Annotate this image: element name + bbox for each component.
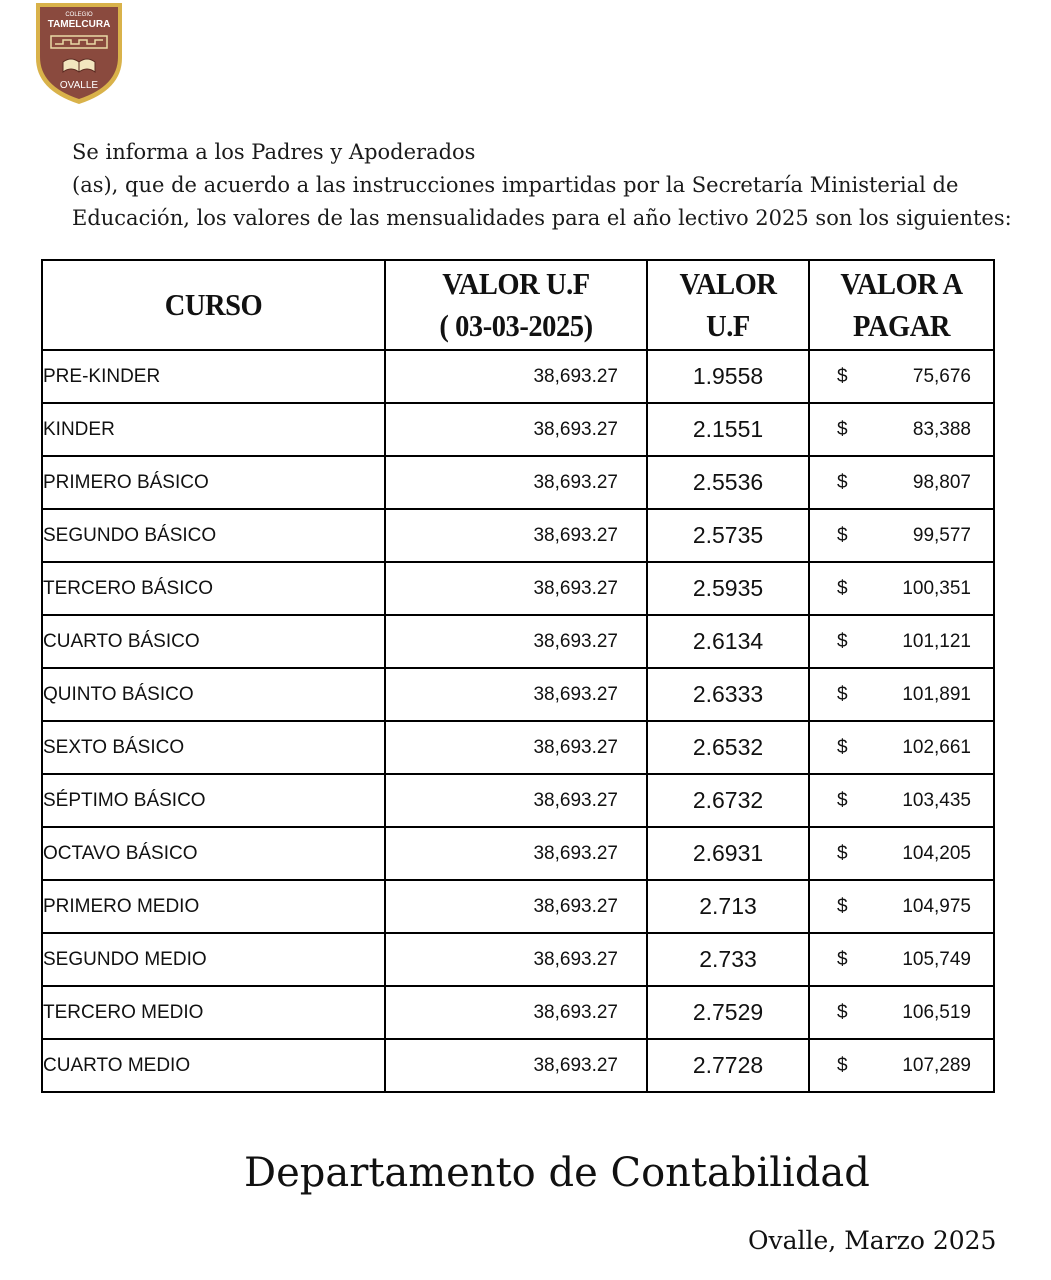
table-row [42, 880, 994, 933]
amount-value: 99,577 [912, 524, 971, 546]
amount-value: 106,519 [902, 1001, 971, 1023]
place-date: Ovalle, Marzo 2025 [748, 1226, 997, 1255]
cell-uf: 2.713 [647, 880, 809, 933]
logo-prefix: COLEGIO [65, 12, 93, 18]
cell-curso: TERCERO MEDIO [42, 986, 385, 1039]
table-row [42, 668, 994, 721]
cell-curso: SEGUNDO MEDIO [42, 933, 385, 986]
cell-uf-value: 38,693.27 [385, 1039, 647, 1092]
currency-symbol: $ [837, 948, 848, 970]
cell-curso: PRIMERO BÁSICO [42, 456, 385, 509]
table-row [42, 350, 994, 403]
amount-value: 100,351 [902, 577, 971, 599]
table-row [42, 986, 994, 1039]
table-row [42, 615, 994, 668]
cell-uf: 2.5735 [647, 509, 809, 562]
cell-amount [809, 933, 994, 986]
table-row [42, 562, 994, 615]
cell-amount [809, 562, 994, 615]
school-logo [33, 0, 125, 106]
cell-amount [809, 350, 994, 403]
cell-curso: SEXTO BÁSICO [42, 721, 385, 774]
cell-uf-value: 38,693.27 [385, 880, 647, 933]
header-uf: VALOR U.F [653, 260, 802, 350]
table-row [42, 1039, 994, 1092]
cell-curso: OCTAVO BÁSICO [42, 827, 385, 880]
currency-symbol: $ [837, 1001, 848, 1023]
currency-symbol: $ [837, 630, 848, 652]
amount-value: 101,891 [902, 683, 971, 705]
amount-value: 98,807 [912, 471, 971, 493]
cell-curso: PRE-KINDER [42, 350, 385, 403]
intro-line-1: Se informa a los Padres y Apoderados [72, 140, 476, 164]
cell-amount [809, 403, 994, 456]
cell-uf-value: 38,693.27 [385, 350, 647, 403]
cell-curso: QUINTO BÁSICO [42, 668, 385, 721]
table-row [42, 827, 994, 880]
currency-symbol: $ [837, 895, 848, 917]
cell-curso: TERCERO BÁSICO [42, 562, 385, 615]
currency-symbol: $ [837, 842, 848, 864]
cell-uf: 2.7728 [647, 1039, 809, 1092]
table-header-row [42, 260, 994, 350]
amount-value: 107,289 [902, 1054, 971, 1076]
cell-uf-value: 38,693.27 [385, 509, 647, 562]
logo-city: OVALLE [59, 80, 99, 91]
cell-uf-value: 38,693.27 [385, 827, 647, 880]
cell-uf: 2.6732 [647, 774, 809, 827]
cell-amount [809, 509, 994, 562]
cell-uf-value: 38,693.27 [385, 933, 647, 986]
cell-curso: KINDER [42, 403, 385, 456]
cell-uf: 2.6333 [647, 668, 809, 721]
fees-table [41, 259, 995, 1093]
cell-uf: 2.1551 [647, 403, 809, 456]
amount-value: 104,975 [902, 895, 971, 917]
cell-amount [809, 668, 994, 721]
cell-amount [809, 827, 994, 880]
cell-curso: SEGUNDO BÁSICO [42, 509, 385, 562]
table-row [42, 774, 994, 827]
cell-uf-value: 38,693.27 [385, 562, 647, 615]
table-row [42, 456, 994, 509]
cell-amount [809, 774, 994, 827]
currency-symbol: $ [837, 365, 848, 387]
cell-uf-value: 38,693.27 [385, 403, 647, 456]
intro-line-2: (as), que de acuerdo a las instrucciones impartidas por la Secretaría Ministerial de [72, 173, 959, 197]
currency-symbol: $ [837, 577, 848, 599]
cell-uf: 2.5935 [647, 562, 809, 615]
amount-value: 105,749 [902, 948, 971, 970]
table-row [42, 933, 994, 986]
cell-uf: 2.6134 [647, 615, 809, 668]
cell-curso: PRIMERO MEDIO [42, 880, 385, 933]
cell-amount [809, 880, 994, 933]
cell-uf-value: 38,693.27 [385, 986, 647, 1039]
intro-line-3: Educación, los valores de las mensualidades para el año lectivo 2025 son los siguientes: [72, 206, 1012, 230]
amount-value: 101,121 [902, 630, 971, 652]
currency-symbol: $ [837, 736, 848, 758]
cell-curso: CUARTO BÁSICO [42, 615, 385, 668]
currency-symbol: $ [837, 418, 848, 440]
cell-uf-value: 38,693.27 [385, 456, 647, 509]
amount-value: 103,435 [902, 789, 971, 811]
cell-amount [809, 1039, 994, 1092]
currency-symbol: $ [837, 1054, 848, 1076]
intro-paragraph [72, 136, 1012, 235]
table-row [42, 509, 994, 562]
cell-uf: 2.5536 [647, 456, 809, 509]
amount-value: 83,388 [912, 418, 971, 440]
currency-symbol: $ [837, 524, 848, 546]
currency-symbol: $ [837, 683, 848, 705]
cell-uf: 1.9558 [647, 350, 809, 403]
cell-curso: SÉPTIMO BÁSICO [42, 774, 385, 827]
cell-uf: 2.6532 [647, 721, 809, 774]
cell-uf-value: 38,693.27 [385, 615, 647, 668]
cell-uf: 2.7529 [647, 986, 809, 1039]
cell-amount [809, 615, 994, 668]
table-row [42, 403, 994, 456]
cell-uf: 2.6931 [647, 827, 809, 880]
cell-uf-value: 38,693.27 [385, 774, 647, 827]
table-row [42, 721, 994, 774]
amount-value: 75,676 [912, 365, 971, 387]
header-pagar: VALOR A PAGAR [816, 260, 986, 350]
header-curso: CURSO [56, 260, 372, 350]
cell-amount [809, 721, 994, 774]
cell-uf: 2.733 [647, 933, 809, 986]
cell-amount [809, 986, 994, 1039]
header-uf-date: VALOR U.F ( 03-03-2025) [395, 260, 636, 350]
cell-curso: CUARTO MEDIO [42, 1039, 385, 1092]
logo-name: TAMELCURA [47, 19, 111, 30]
amount-value: 102,661 [902, 736, 971, 758]
currency-symbol: $ [837, 471, 848, 493]
amount-value: 104,205 [902, 842, 971, 864]
cell-uf-value: 38,693.27 [385, 668, 647, 721]
currency-symbol: $ [837, 789, 848, 811]
cell-amount [809, 456, 994, 509]
department-name: Departamento de Contabilidad [244, 1150, 870, 1196]
cell-uf-value: 38,693.27 [385, 721, 647, 774]
